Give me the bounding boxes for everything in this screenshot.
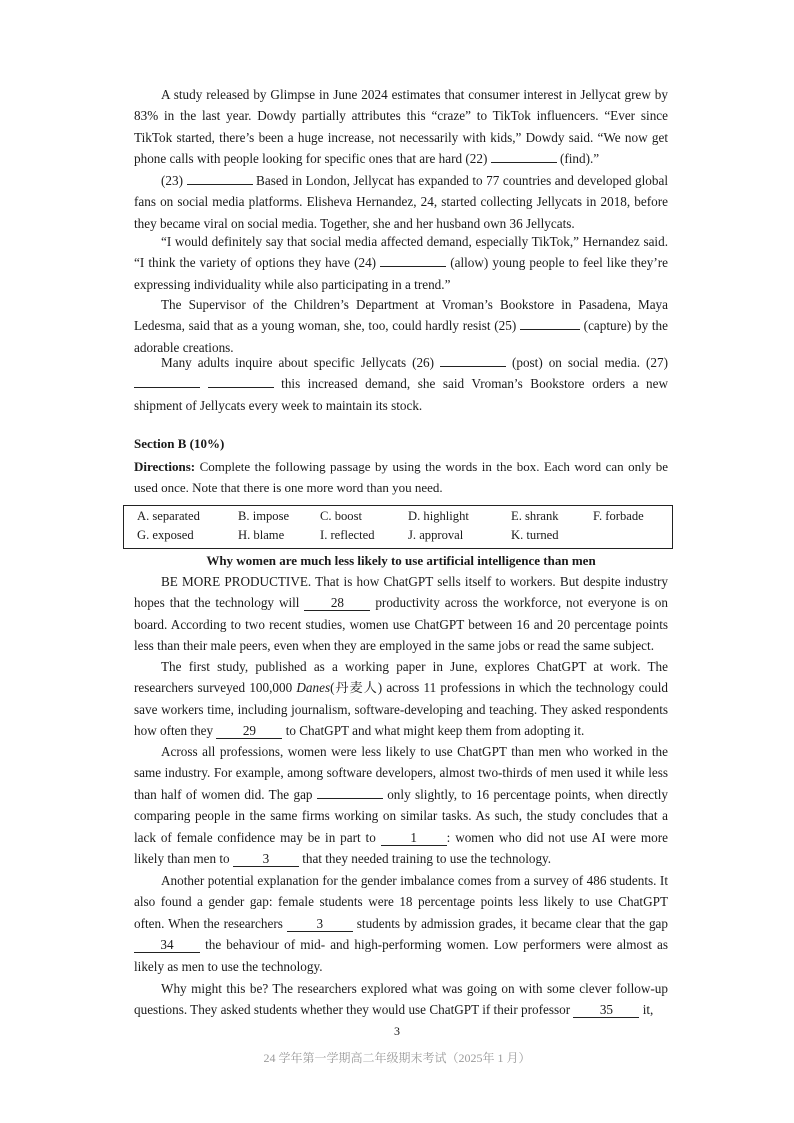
word-option: I. reflected [320, 528, 375, 542]
page-footer: 24 学年第一学期高二年级期末考试（2025年 1 月） [263, 1051, 531, 1065]
word-box [123, 505, 673, 549]
section-a-paragraph-3: “I would definitely say that social media affected demand, especially TikTok,” Hernandez said. “I think the variety of options they have (24) (allow) young people to feel like they’re expressing individuality while also participating in a trend.” [134, 234, 668, 292]
blank-26[interactable] [440, 366, 506, 367]
blank-28[interactable]: 28 [304, 595, 370, 611]
page-number: 3 [394, 1024, 400, 1038]
word-option: C. boost [320, 509, 362, 523]
blank-25[interactable] [520, 329, 580, 330]
blank-35[interactable]: 35 [573, 1002, 639, 1018]
section-a-paragraph-2: (23) Based in London, Jellycat has expanded to 77 countries and developed global fans on social media platforms. Elisheva Hernandez, 24, started collecting Jellycats in 2018, before they became viral on social media. Together, she and her husband own 36 Jellycats. [134, 173, 669, 231]
section-b-directions: Directions: Complete the following passage by using the words in the box. Each word can only be used once. Note that there is one more word than you need. [134, 459, 668, 495]
word-option: H. blame [238, 528, 285, 542]
word-box-row-1 [123, 509, 673, 529]
blank-22[interactable] [491, 162, 557, 163]
blank-34[interactable]: 34 [134, 937, 200, 953]
blank-24[interactable] [380, 266, 446, 267]
word-option: K. turned [511, 528, 559, 542]
blank-31[interactable]: 1 [381, 830, 447, 846]
passage-title: Why women are much less likely to use artificial intelligence than men [206, 553, 596, 568]
word-option: E. shrank [511, 509, 559, 523]
section-a-paragraph-4: The Supervisor of the Children’s Department at Vroman’s Bookstore in Pasadena, Maya Ledesma, said that as a young woman, she, too, could hardly resist (25) (capture) by the adorable creations. [134, 297, 668, 355]
section-b-title: Section B (10%) [134, 436, 225, 451]
blank-27a[interactable] [134, 387, 200, 388]
passage-paragraph-2: The first study, published as a working paper in June, explores ChatGPT at work. The researchers surveyed 100,000 Danes(丹麦人) across 11 professions in which the technology could save workers time, including journalism, software-developing and teaching. They asked respondents how often they 29 to ChatGPT and what might keep them from adopting it. [134, 659, 669, 739]
passage-paragraph-1: BE MORE PRODUCTIVE. That is how ChatGPT sells itself to workers. But despite industry hopes that the technology will 28 productivity across the workforce, not everyone is on board. According to two recent studies, women use ChatGPT between 16 and 20 percentage points less than their male peers, even when they are employed in the same jobs or read the same subject. [134, 574, 668, 654]
word-option: A. separated [137, 509, 200, 523]
word-box-row-2 [123, 528, 673, 548]
blank-30[interactable] [317, 798, 383, 799]
word-option: G. exposed [137, 528, 194, 542]
blank-33[interactable]: 3 [287, 916, 353, 932]
word-option: D. highlight [408, 509, 469, 523]
blank-29[interactable]: 29 [216, 723, 282, 739]
word-option: F. forbade [593, 509, 644, 523]
section-a-paragraph-1: A study released by Glimpse in June 2024 estimates that consumer interest in Jellycat grew by 83% in the last year. Dowdy partially attributes this “craze” to TikTok influencers. “Ever since TikTok started, there’s been a huge increase, not necessarily with kids,” Dowdy said. “We now get phone calls with people looking for specific ones that are hard (22) (find).” [134, 87, 668, 167]
blank-23[interactable] [187, 184, 253, 185]
section-a-paragraph-5: Many adults inquire about specific Jellycats (26) (post) on social media. (27) this increased demand, she said Vroman’s Bookstore orders a new shipment of Jellycats every week to maintain its stock. [134, 355, 668, 413]
blank-27b[interactable] [208, 387, 274, 388]
blank-32[interactable]: 3 [233, 851, 299, 867]
word-option: B. impose [238, 509, 290, 523]
word-option: J. approval [408, 528, 464, 542]
passage-paragraph-3: Across all professions, women were less likely to use ChatGPT than men who worked in the same industry. For example, among software developers, almost two-thirds of men used it while less than half of women did. The gap only slightly, to 16 percentage points, when directly comparing people in the same firms working on similar tasks. As such, the study concludes that a lack of female confidence may be in part to 1 : women who did not use AI were more likely than men to 3 that they needed training to use the technology. [134, 744, 668, 867]
passage-paragraph-4: Another potential explanation for the gender imbalance comes from a survey of 486 students. It also found a gender gap: female students were 18 percentage points less likely to use ChatGPT often. When the researchers 3 students by admission grades, it became clear that the gap 34 the behaviour of mid- and high-performing women. Low performers were almost as likely as men to use the technology. [134, 873, 668, 974]
passage-paragraph-5: Why might this be? The researchers explored what was going on with some clever follow-up questions. They asked students whether they would use ChatGPT if their professor 35 it, [134, 981, 668, 1018]
